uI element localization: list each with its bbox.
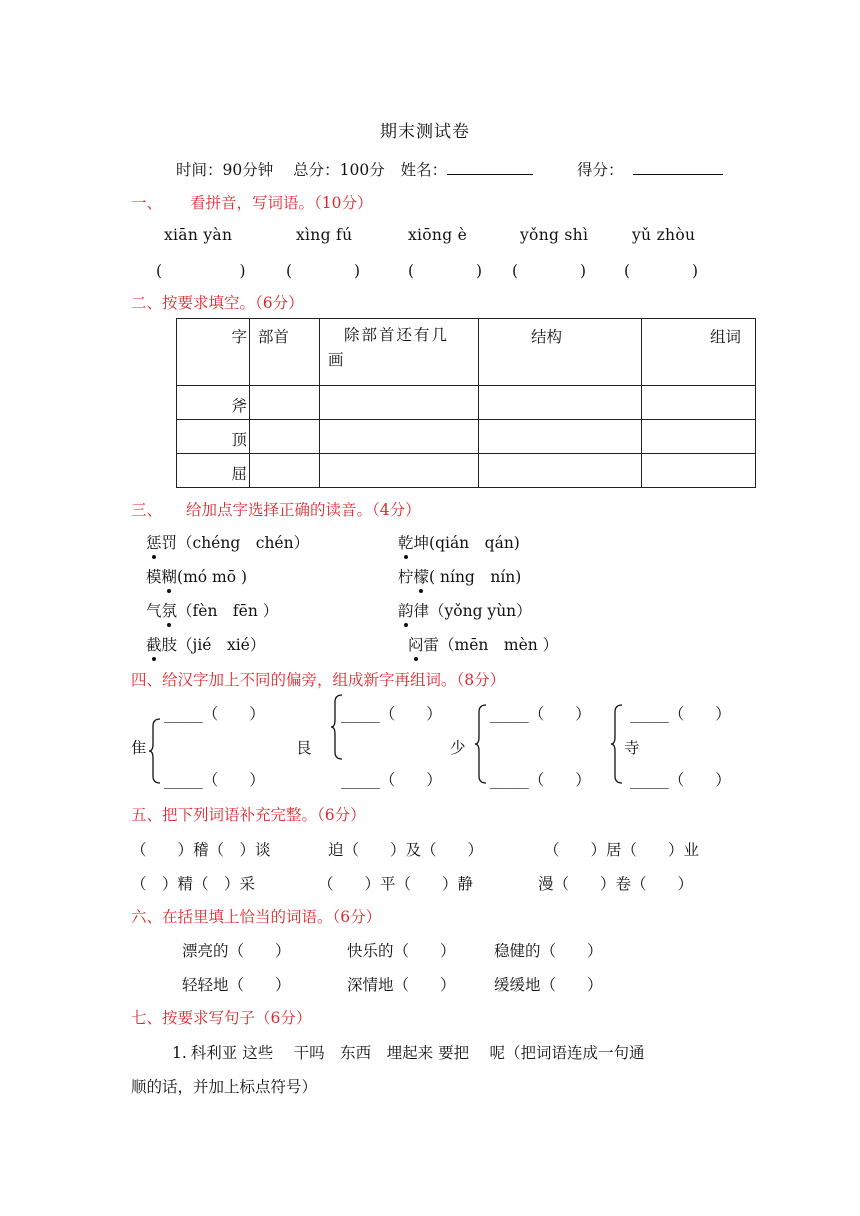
header-jiegou: 结构 (479, 319, 642, 386)
header-strokes: 除部首还有几 画 (320, 319, 479, 386)
table-row (177, 386, 756, 420)
fill-table (176, 318, 756, 488)
question-1-line-1 (172, 1041, 645, 1063)
word-fill-6[interactable]: 缓缓地（ ） (494, 976, 603, 994)
idiom-fill-1[interactable]: （ ）稽（ ）谈 (131, 841, 271, 859)
idiom-fill-5[interactable]: （ ）平（ ）静 (318, 875, 474, 893)
radical-blank[interactable]: _____（ ） (490, 771, 591, 789)
idiom-fill-2[interactable]: 迫（ ）及（ ） (328, 841, 484, 859)
dotted-char: 檬 (414, 565, 430, 587)
reading-item-3: 模糊(mó mō ) (146, 565, 247, 587)
section-3-heading (131, 498, 421, 520)
table-row (177, 420, 756, 454)
reading-item-6: 韵律（yǒng yùn） (398, 599, 532, 621)
dotted-char: 惩 (146, 531, 162, 553)
radical-blank[interactable]: _____（ ） (164, 705, 265, 723)
section-6-heading: 六、在括里填上恰当的词语。（6分） (131, 908, 382, 926)
base-char-3: 少 (450, 739, 466, 757)
idiom-fill-6[interactable]: 漫（ ）卷（ ） (538, 875, 694, 893)
pinyin-4: yǒng shì (520, 226, 589, 244)
answer-paren-1[interactable]: ( ) (156, 262, 246, 280)
question-number: 1. (172, 1044, 187, 1062)
answer-paren-2[interactable]: ( ) (286, 262, 361, 280)
name-blank[interactable] (447, 159, 533, 175)
answer-paren-4[interactable]: ( ) (512, 262, 587, 280)
left-brace (330, 694, 344, 760)
input-cell[interactable] (250, 454, 320, 488)
answer-paren-3[interactable]: ( ) (408, 262, 483, 280)
input-cell[interactable] (642, 386, 756, 420)
char-cell: 屈 (177, 454, 250, 488)
char-cell: 顶 (177, 420, 250, 454)
reading-item-4: 柠檬( níng nín) (398, 565, 521, 587)
section-5-heading: 五、把下列词语补充完整。（6分） (131, 806, 366, 824)
score-blank[interactable] (633, 159, 723, 175)
section-1-heading (131, 191, 373, 213)
pinyin-3: xiōng è (408, 226, 468, 244)
input-cell[interactable] (320, 454, 479, 488)
word-fill-3[interactable]: 稳健的（ ） (494, 942, 603, 960)
dotted-char: 韵 (398, 599, 414, 621)
input-cell[interactable] (479, 386, 642, 420)
time-info: 时间：90分钟 (176, 161, 274, 179)
header-zuci: 组词 (642, 319, 756, 386)
radical-blank[interactable]: _____（ ） (164, 771, 265, 789)
left-brace (148, 718, 162, 784)
section-3-title: 给加点字选择正确的读音。（4分） (186, 501, 421, 519)
total-score-info: 总分：100分 (293, 161, 385, 179)
score-label: 得分： (576, 161, 624, 179)
question-text: 科利亚 这些 干吗 东西 埋起来 要把 呢（把词语连成一句通 (190, 1044, 645, 1062)
dotted-char: 截 (146, 633, 162, 655)
section-3-number: 三、 (131, 501, 163, 519)
radical-blank[interactable]: _____（ ） (341, 705, 442, 723)
input-cell[interactable] (250, 420, 320, 454)
radical-blank[interactable]: _____（ ） (630, 705, 731, 723)
dotted-char: 乾 (398, 531, 414, 553)
base-char-2: 艮 (296, 739, 312, 757)
radical-blank[interactable]: _____（ ） (630, 771, 731, 789)
idiom-fill-4[interactable]: （ ）精（ ）采 (131, 875, 256, 893)
word-fill-5[interactable]: 深情地（ ） (347, 976, 456, 994)
header-bushou: 部首 (250, 319, 320, 386)
reading-item-8: 闷雷（mēn mèn ） (408, 633, 558, 655)
input-cell[interactable] (320, 420, 479, 454)
section-4-heading: 四、给汉字加上不同的偏旁，组成新字再组词。（8分） (131, 671, 506, 689)
dotted-char: 糊 (162, 565, 178, 587)
info-line (176, 158, 723, 180)
left-brace (610, 704, 624, 784)
dotted-char: 氛 (162, 599, 178, 621)
base-char-1: 隹 (131, 739, 147, 757)
idiom-fill-3[interactable]: （ ）居（ ）业 (544, 841, 700, 859)
left-brace (474, 704, 488, 784)
section-1-title: 看拼音，写词语。（10分） (190, 194, 373, 212)
input-cell[interactable] (320, 386, 479, 420)
header-zi: 字 (177, 319, 250, 386)
section-7-heading: 七、按要求写句子（6分） (131, 1009, 312, 1027)
word-fill-1[interactable]: 漂亮的（ ） (182, 942, 291, 960)
page-title: 期末测试卷 (380, 122, 470, 142)
input-cell[interactable] (479, 420, 642, 454)
table-row (177, 454, 756, 488)
radical-blank[interactable]: _____（ ） (341, 771, 442, 789)
question-1-line-2: 顺的话，并加上标点符号） (131, 1078, 318, 1096)
reading-item-2: 乾坤(qián qán) (398, 531, 520, 553)
section-2-heading: 二、按要求填空。（6分） (131, 294, 304, 312)
pinyin-5: yǔ zhòu (632, 226, 696, 244)
name-label: 姓名： (400, 161, 448, 179)
input-cell[interactable] (250, 386, 320, 420)
reading-item-5: 气氛（fèn fēn ） (146, 599, 278, 621)
char-cell: 斧 (177, 386, 250, 420)
pinyin-2: xìng fú (296, 226, 353, 244)
word-fill-4[interactable]: 轻轻地（ ） (182, 976, 291, 994)
base-char-4: 寺 (624, 739, 640, 757)
input-cell[interactable] (479, 454, 642, 488)
radical-blank[interactable]: _____（ ） (490, 705, 591, 723)
pinyin-1: xiān yàn (164, 226, 233, 244)
input-cell[interactable] (642, 420, 756, 454)
section-1-number: 一、 (131, 194, 163, 212)
dotted-char: 闷 (408, 633, 424, 655)
word-fill-2[interactable]: 快乐的（ ） (347, 942, 456, 960)
input-cell[interactable] (642, 454, 756, 488)
answer-paren-5[interactable]: ( ) (624, 262, 699, 280)
reading-item-7: 截肢（jié xié） (146, 633, 265, 655)
reading-item-1: 惩罚（chéng chén） (146, 531, 309, 553)
